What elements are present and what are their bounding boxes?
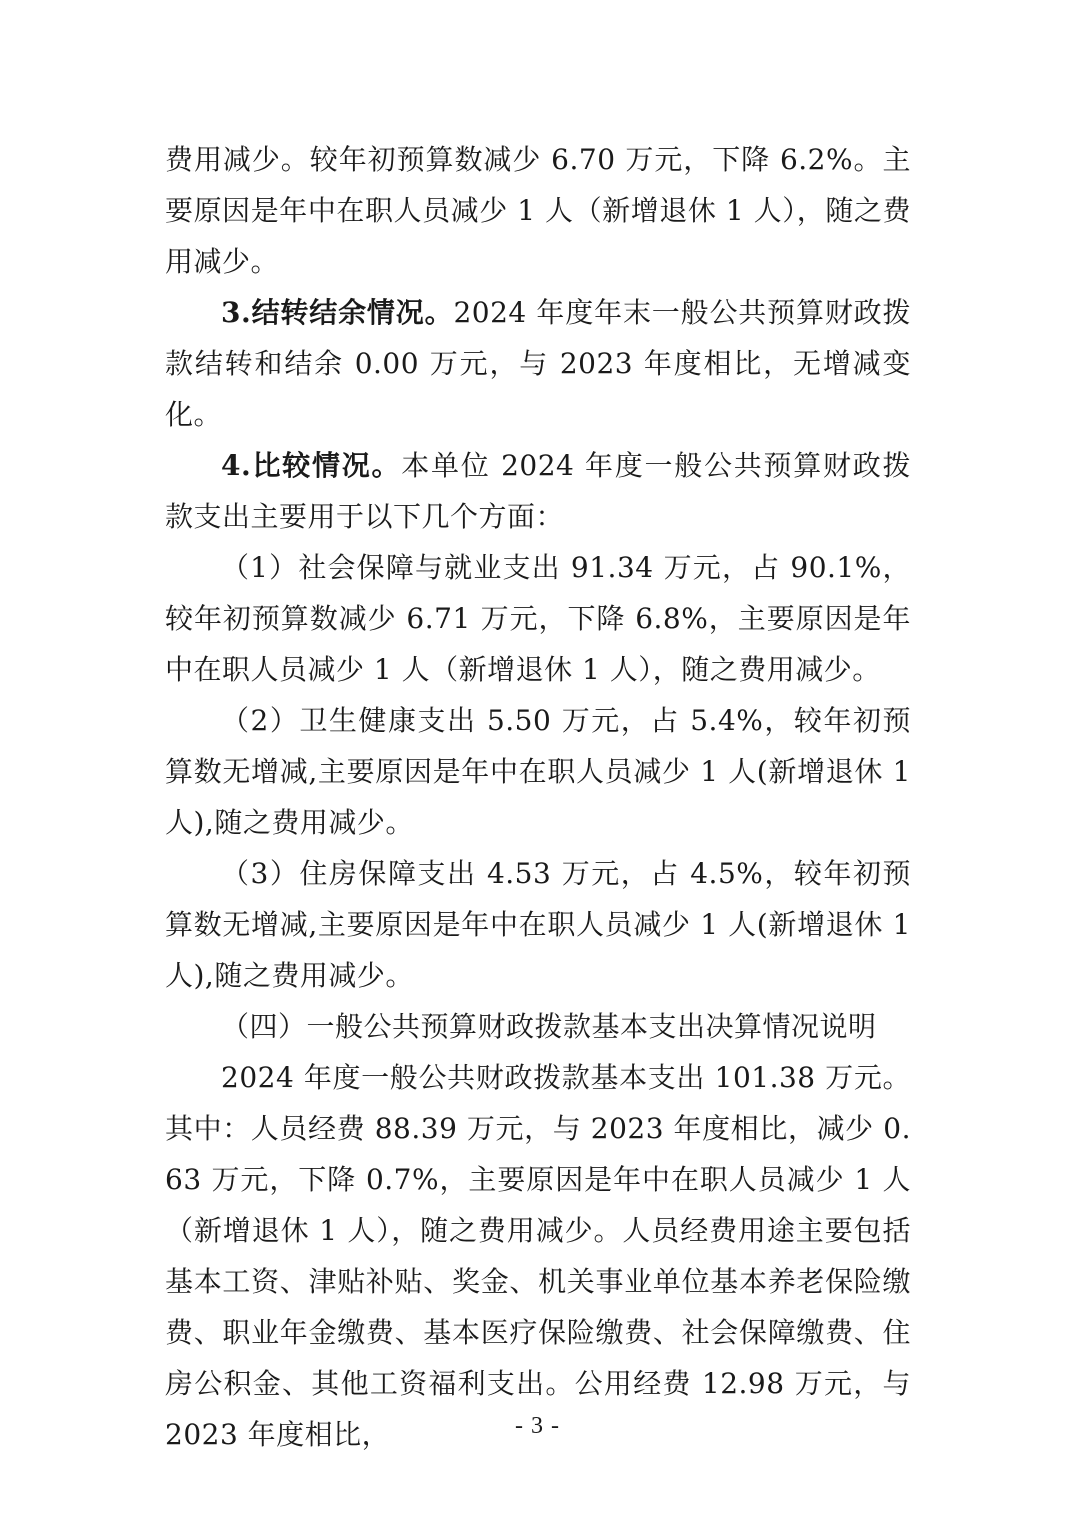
paragraph-comparison bbox=[165, 440, 911, 542]
paragraph-text-comparison: 本单位 2024 年度一般公共预算财政拨款支出主要用于以下几个方面： bbox=[165, 449, 911, 533]
paragraph-lead-comparison: 4.比较情况。 bbox=[221, 449, 402, 482]
paragraph-text-carryover: 2024 年度年末一般公共预算财政拨款结转和结余 0.00 万元，与 2023 年度相比，无增减变化。 bbox=[165, 296, 911, 431]
section-heading-basic-expenditure: （四）一般公共预算财政拨款基本支出决算情况说明 bbox=[221, 1010, 877, 1043]
list-item-social-security: （1）社会保障与就业支出 91.34 万元，占 90.1%，较年初预算数减少 6.71 万元，下降 6.8%，主要原因是年中在职人员减少 1 人（新增退休 1 人），随之费用减少。 bbox=[165, 551, 912, 686]
paragraph-continuation: 费用减少。较年初预算数减少 6.70 万元，下降 6.2%。主要原因是年中在职人员减少 1 人（新增退休 1 人），随之费用减少。 bbox=[165, 143, 911, 278]
paragraph-carryover bbox=[165, 287, 911, 440]
page-number: - 3 - bbox=[515, 1413, 560, 1439]
list-item-health: （2）卫生健康支出 5.50 万元，占 5.4%，较年初预算数无增减,主要原因是年中在职人员减少 1 人(新增退休 1 人),随之费用减少。 bbox=[165, 704, 911, 839]
page-body bbox=[165, 134, 911, 1460]
list-item-housing: （3）住房保障支出 4.53 万元，占 4.5%，较年初预算数无增减,主要原因是年中在职人员减少 1 人(新增退休 1 人),随之费用减少。 bbox=[165, 857, 911, 992]
paragraph-lead-carryover: 3.结转结余情况。 bbox=[221, 296, 454, 329]
paragraph-basic-expenditure: 2024 年度一般公共财政拨款基本支出 101.38 万元。其中：人员经费 88.39 万元，与 2023 年度相比，减少 0.63 万元，下降 0.7%，主要原因是年中在职人员减少 1 人（新增退休 1 人），随之费用减少。人员经费用途主要包括基本工资、津贴补贴、奖金、机关事业单位基本养老保险缴费、职业年金缴费、基本医疗保险缴费、社会保障缴费、住房公积金、其他工资福利支出。公用经费 12.98 万元，与 2023 年度相比， bbox=[165, 1061, 911, 1451]
